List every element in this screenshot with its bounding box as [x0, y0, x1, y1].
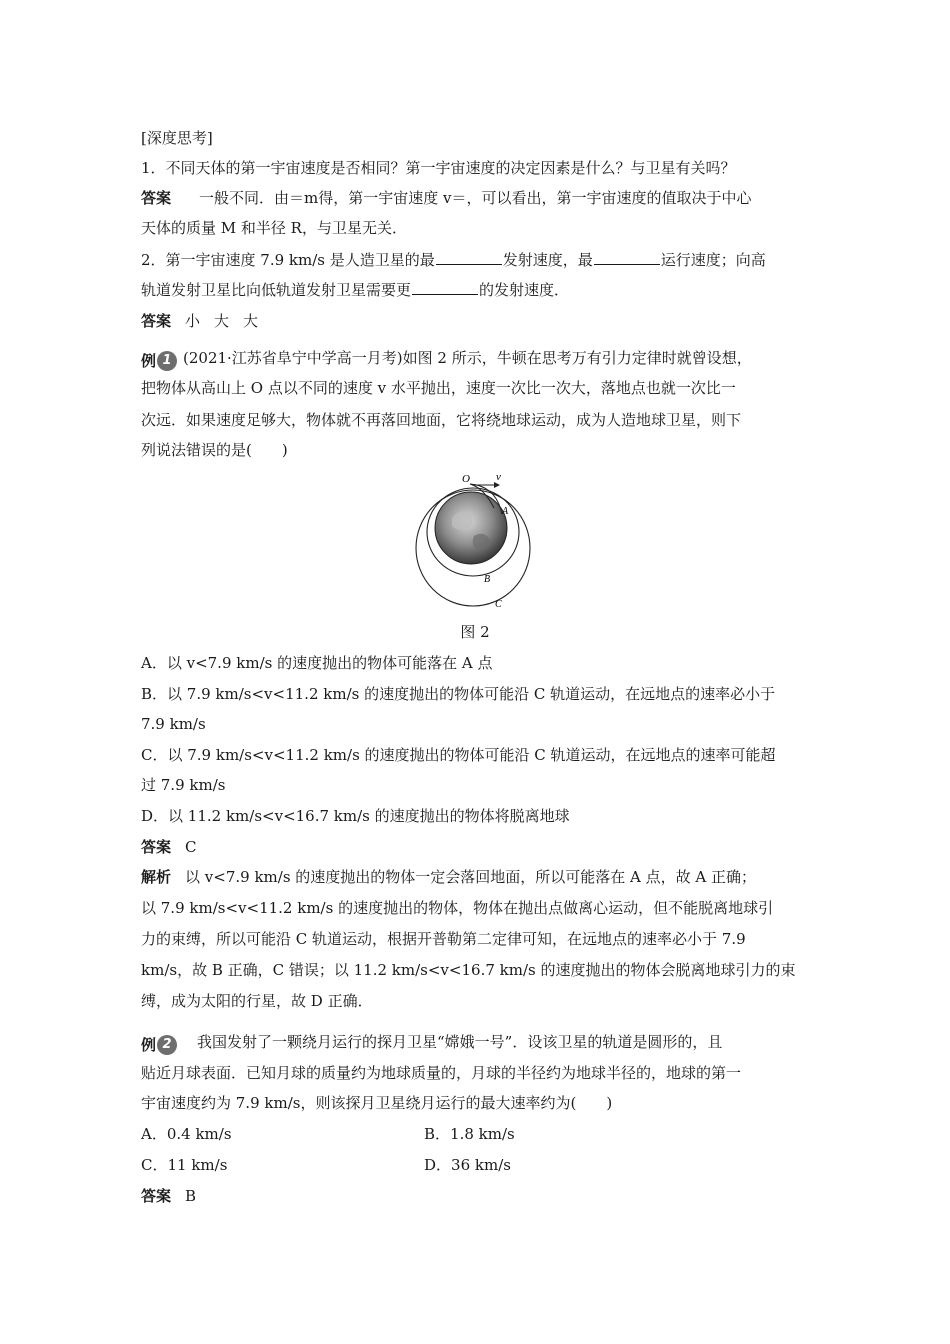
analysis-label: 解析 [141, 868, 172, 886]
label-c: C [495, 599, 502, 610]
option-c-line-2: 过 7.9 km/s [141, 776, 226, 794]
question-2-line-2 [141, 280, 569, 300]
analysis-line-4: km/s，故 B 正确，C 错误；以 11.2 km/s<v<16.7 km/s 的速度抛出的物体会脱离地球引力的束 [141, 961, 796, 979]
label-v: v [496, 471, 501, 483]
label-b: B [484, 574, 491, 585]
option-d: D．以 11.2 km/s<v<16.7 km/s 的速度抛出的物体将脱离地球 [141, 807, 570, 825]
fill-blank [412, 280, 478, 295]
example-1-line-2: 把物体从高山上 O 点以不同的速度 v 水平抛出，速度一次比一次大，落地点也就一次比一 [141, 379, 736, 397]
example-2-line-2: 贴近月球表面．已知月球的质量约为地球质量的，月球的半径约为地球半径的，地球的第一 [141, 1064, 742, 1082]
option-b-line-2: 7.9 km/s [141, 715, 206, 733]
answer-1-text: 一般不同．由＝m得，第一宇宙速度 v＝，可以看出，第一宇宙速度的值取决于中心 [199, 189, 752, 207]
analysis-line-2: 以 7.9 km/s<v<11.2 km/s 的速度抛出的物体，物体在抛出点做离心运动，但不能脱离地球引 [141, 899, 774, 917]
label-a: A [502, 506, 509, 517]
answer-label: 答案 [141, 1187, 172, 1205]
section-heading: [深度思考] [141, 129, 213, 147]
example-badge-number: 2 [157, 1035, 177, 1055]
question-2-text-1: 2．第一宇宙速度 7.9 km/s 是人造卫星的最 [141, 251, 435, 269]
answer-value: B [185, 1187, 197, 1205]
option-a: A．0.4 km/s [141, 1125, 232, 1143]
figure-caption: 图 2 [460, 623, 490, 641]
option-c-line-1: C．以 7.9 km/s<v<11.2 km/s 的速度抛出的物体可能沿 C 轨道运动，在远地点的速率可能超 [141, 746, 776, 764]
fill-blank [594, 250, 660, 265]
example-badge-number: 1 [157, 351, 177, 371]
fill-blank [436, 250, 502, 265]
orbit-figure [412, 470, 538, 610]
answer-value: C [185, 838, 197, 856]
option-a: A．以 v<7.9 km/s 的速度抛出的物体可能落在 A 点 [141, 654, 493, 672]
example-1-line-1 [141, 348, 752, 371]
example-1-line-4 [141, 440, 288, 460]
answer-label: 答案 [141, 189, 172, 207]
example-badge-word: 例 [141, 1036, 157, 1054]
answer-2 [141, 311, 258, 331]
answer-2-value-1: 小 [185, 312, 201, 330]
analysis-line-5: 缚，成为太阳的行星，故 D 正确． [141, 992, 373, 1010]
example-1-answer [141, 837, 197, 857]
example-2-line-3 [141, 1093, 612, 1113]
question-2-line-1 [141, 250, 766, 270]
example-badge [141, 1035, 177, 1055]
example-1-line-3: 次远．如果速度足够大，物体就不再落回地面，它将绕地球运动，成为人造地球卫星，则下 [141, 411, 742, 429]
analysis-text-1: 以 v<7.9 km/s 的速度抛出的物体一定会落回地面，所以可能落在 A 点，故 A 正确； [185, 868, 757, 886]
example-badge [141, 351, 177, 371]
example-2-answer [141, 1186, 196, 1206]
option-b: B．1.8 km/s [424, 1125, 515, 1143]
answer-1-line-2: 天体的质量 M 和半径 R，与卫星无关． [141, 219, 407, 237]
label-o: O [462, 473, 470, 485]
analysis-line-3: 力的束缚，所以可能沿 C 轨道运动，根据开普勒第二定律可知，在远地点的速率必小于 7.9 [141, 930, 746, 948]
question-2-text-3: 运行速度；向高 [660, 251, 766, 269]
answer-2-value-2: 大 [214, 312, 230, 330]
question-2-text-4: 轨道发射卫星比向低轨道发射卫星需要更 [141, 281, 412, 299]
question-1: 1．不同天体的第一宇宙速度是否相同？第一宇宙速度的决定因素是什么？与卫星有关吗？ [141, 159, 736, 177]
option-b-line-1: B．以 7.9 km/s<v<11.2 km/s 的速度抛出的物体可能沿 C 轨道运动，在远地点的速率必小于 [141, 685, 776, 703]
question-2-text-2: 发射速度，最 [502, 251, 593, 269]
example-2-text-1: 我国发射了一颗绕月运行的探月卫星“嫦娥一号”．设该卫星的轨道是圆形的，且 [197, 1033, 723, 1051]
answer-label: 答案 [141, 312, 172, 330]
example-2-line-1 [141, 1032, 722, 1055]
example-2-text-3: 宇宙速度约为 7.9 km/s，则该探月卫星绕月运行的最大速率约为( [141, 1094, 577, 1112]
answer-2-value-3: 大 [243, 312, 259, 330]
example-1-paren-close: ) [281, 441, 288, 459]
question-2-text-5: 的发射速度． [479, 281, 570, 299]
option-c: C．11 km/s [141, 1156, 228, 1174]
example-badge-word: 例 [141, 352, 157, 370]
example-1-text-4: 列说法错误的是( [141, 441, 252, 459]
analysis-line-1 [141, 867, 756, 887]
earth [435, 492, 507, 564]
option-d: D．36 km/s [424, 1156, 511, 1174]
answer-label: 答案 [141, 838, 172, 856]
example-2-paren-close: ) [606, 1094, 613, 1112]
answer-1-line-1 [141, 188, 752, 208]
example-1-text-1: (2021·江苏省阜宁中学高一月考)如图 2 所示，牛顿在思考万有引力定律时就曾设想， [183, 349, 752, 367]
